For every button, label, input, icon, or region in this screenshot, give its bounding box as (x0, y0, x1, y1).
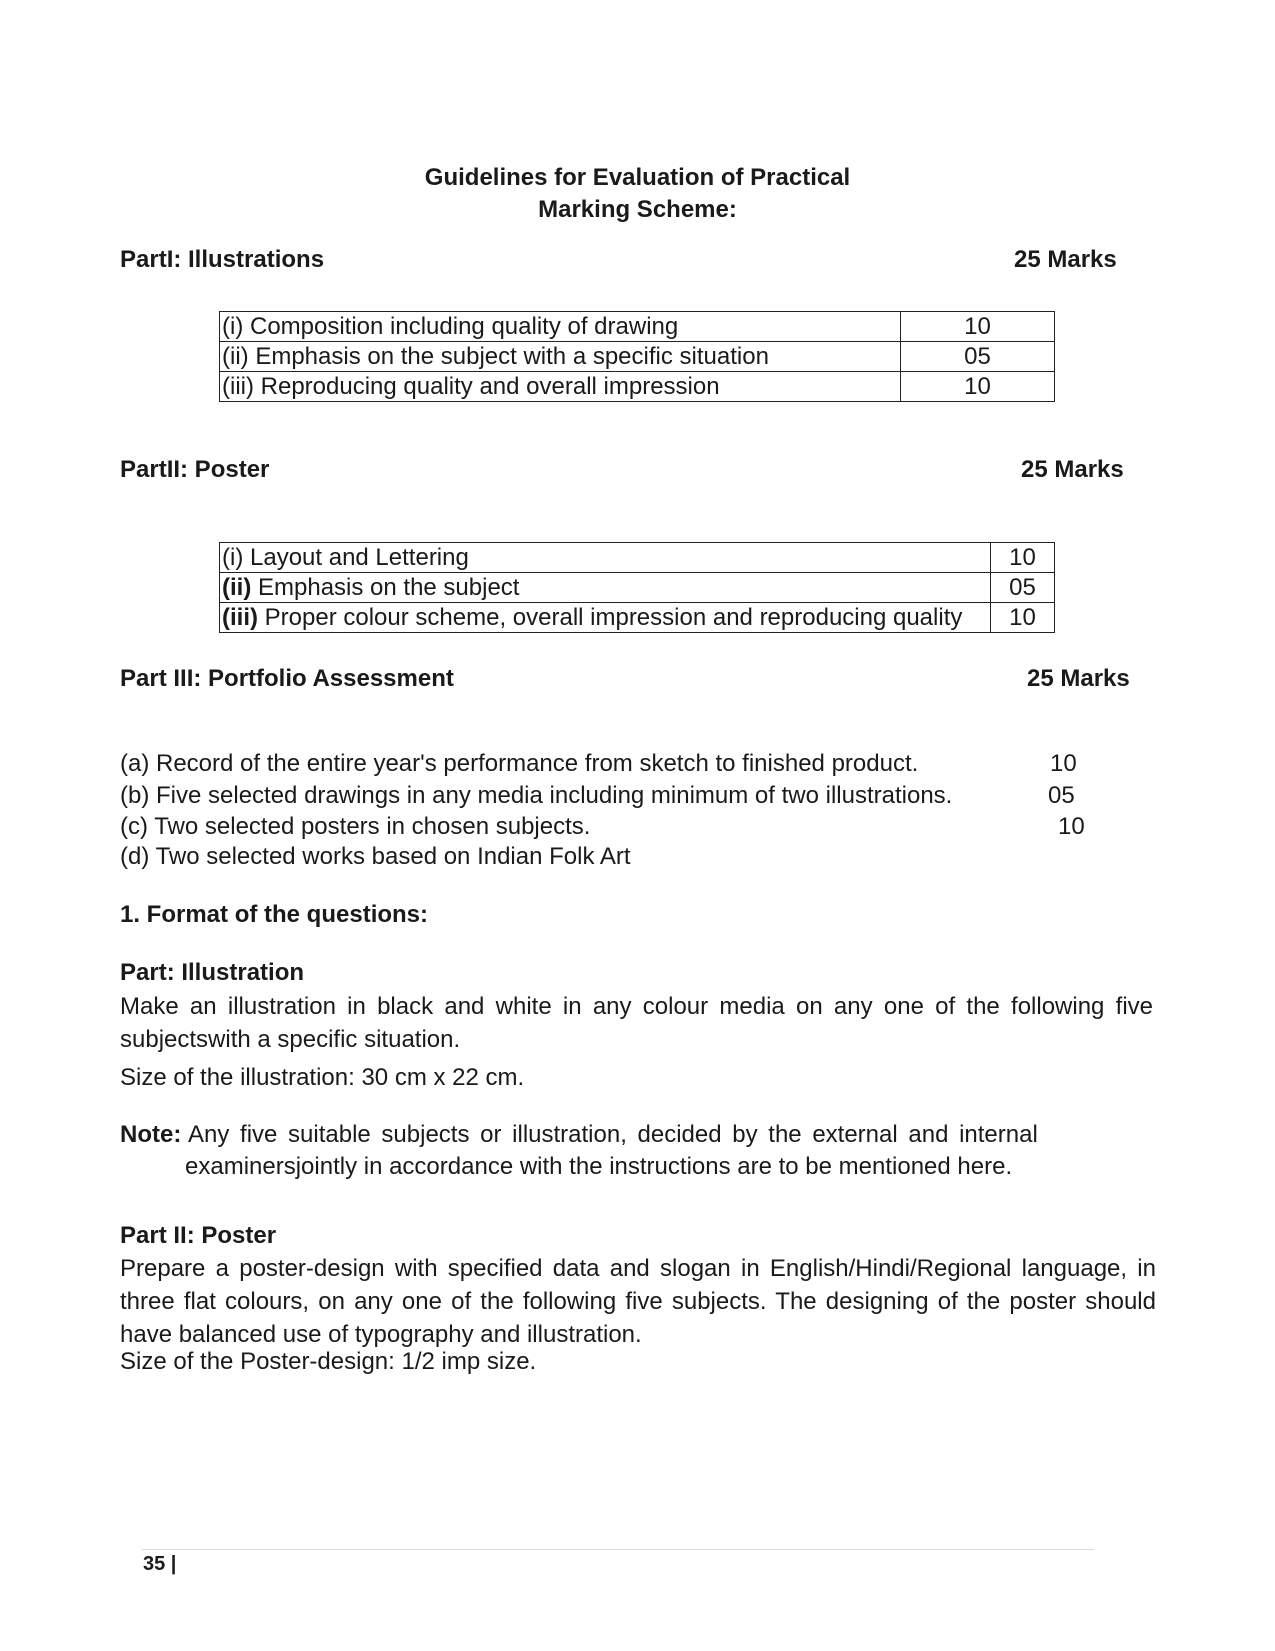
page-title: Guidelines for Evaluation of Practical (424, 164, 851, 191)
row-label: (iii) Reproducing quality and overall impression (220, 372, 901, 402)
row-number: (i) (222, 543, 244, 571)
row-mark: 05 (991, 573, 1055, 603)
note-text: Any five suitable subjects or illustration, decided by the external and internal (188, 1121, 1038, 1148)
format-heading: 1. Format of the questions: (120, 901, 429, 928)
row-mark: 10 (901, 312, 1055, 342)
row-label (220, 573, 991, 603)
note-text-continued: examinersjointly in accordance with the instructions are to be mentioned here. (185, 1153, 1013, 1180)
table-row (220, 543, 1055, 573)
list-item-mark: 10 (1050, 750, 1077, 777)
list-item: (b) Five selected drawings in any media including minimum of two illustrations. (120, 782, 953, 809)
row-label (220, 603, 991, 633)
page-subtitle: Marking Scheme: (538, 196, 737, 223)
row-mark: 05 (901, 342, 1055, 372)
row-number: (ii) (222, 573, 252, 601)
row-label: (i) Composition including quality of drawing (220, 312, 901, 342)
list-item-mark: 05 (1048, 782, 1075, 809)
poster-heading: Part II: Poster (120, 1222, 277, 1249)
list-item: (a) Record of the entire year's performance from sketch to finished product. (120, 750, 919, 777)
part1-table (219, 311, 1055, 402)
poster-size: Size of the Poster-design: 1/2 imp size. (120, 1348, 537, 1375)
note-line (120, 1121, 1038, 1149)
list-item: (d) Two selected works based on Indian Folk Art (120, 843, 631, 870)
poster-text: Prepare a poster-design with specified data and slogan in English/Hindi/Regional language, in three flat colours, on any one of the following five subjects. The designing of the poster should have balanced use of typography and illustration. (120, 1255, 1156, 1348)
part2-heading: PartII: Poster (120, 456, 270, 483)
row-mark: 10 (901, 372, 1055, 402)
row-mark: 10 (991, 543, 1055, 573)
row-label (220, 543, 991, 573)
illustration-heading: Part: Illustration (120, 959, 305, 986)
row-number: (iii) (222, 603, 258, 631)
table-row (220, 342, 1055, 372)
part3-marks: 25 Marks (1027, 665, 1130, 692)
list-item-mark: 10 (1058, 813, 1085, 840)
table-row (220, 573, 1055, 603)
row-text: Proper colour scheme, overall impression and reproducing quality (258, 603, 963, 631)
list-item: (c) Two selected posters in chosen subjects. (120, 813, 591, 840)
part2-table (219, 542, 1055, 633)
row-label: (ii) Emphasis on the subject with a specific situation (220, 342, 901, 372)
table-row (220, 372, 1055, 402)
table-row (220, 603, 1055, 633)
page-number: 35 | (143, 1553, 177, 1575)
row-text: Emphasis on the subject (251, 573, 520, 601)
part1-marks: 25 Marks (1014, 246, 1117, 273)
part1-heading: PartI: Illustrations (120, 246, 325, 273)
illustration-text: Make an illustration in black and white in any colour media on any one of the following five subjectswith a specific situation. (120, 993, 1153, 1053)
part3-heading: Part III: Portfolio Assessment (120, 665, 454, 692)
row-text: Layout and Lettering (243, 543, 469, 571)
table-row (220, 312, 1055, 342)
row-mark: 10 (991, 603, 1055, 633)
footer-divider (142, 1549, 1094, 1550)
note-label: Note: (120, 1121, 182, 1148)
part2-marks: 25 Marks (1021, 456, 1124, 483)
illustration-size: Size of the illustration: 30 cm x 22 cm. (120, 1064, 525, 1091)
